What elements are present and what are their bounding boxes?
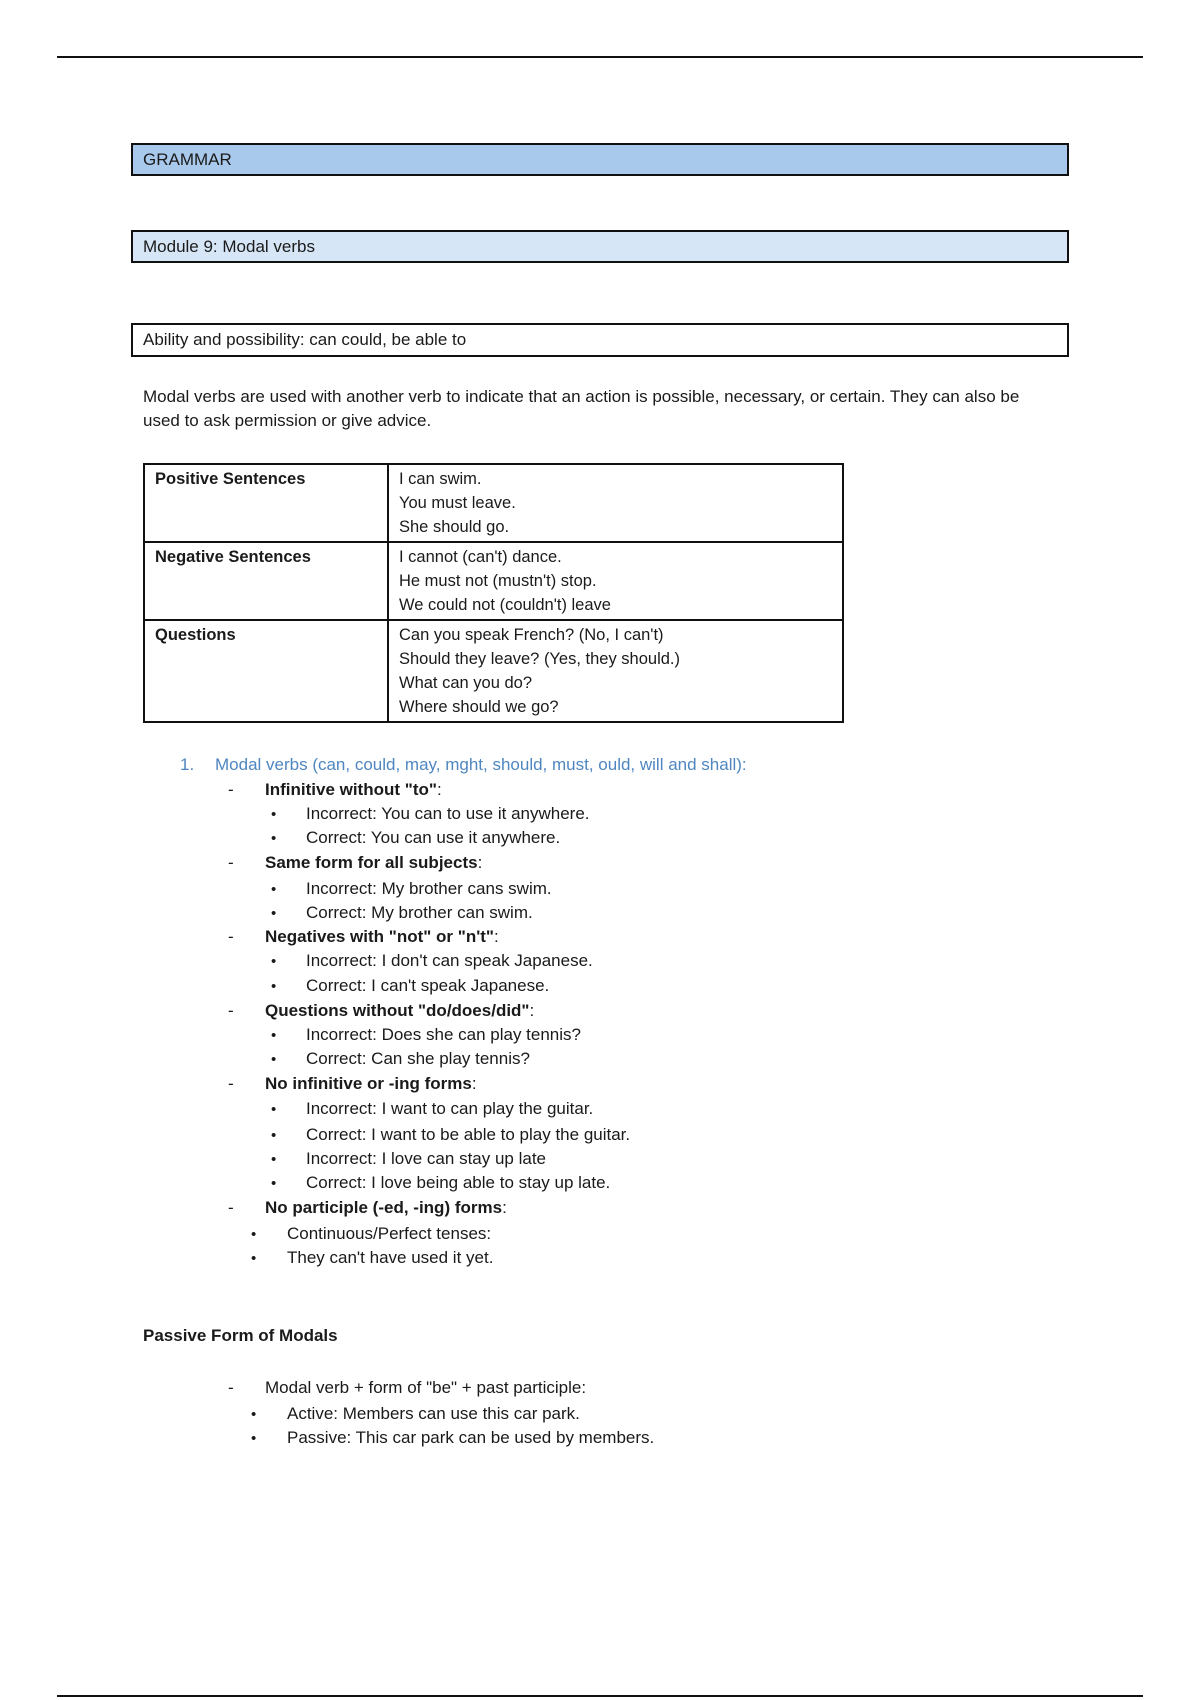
bullet-marker: •	[271, 1027, 277, 1044]
bullet-text: Active: Members can use this car park.	[287, 1404, 580, 1423]
bullet-marker: •	[251, 1250, 257, 1267]
example-bullet	[251, 1224, 491, 1244]
modal-verbs-heading-text: Modal verbs (can, could, may, mght, should, must, ould, will and shall):	[215, 755, 747, 774]
example-line: We could not (couldn't) leave	[399, 596, 611, 614]
example-line: I cannot (can't) dance.	[399, 548, 562, 566]
example-bullet	[271, 903, 533, 923]
bullet-marker: •	[271, 1151, 277, 1168]
dash-marker: -	[228, 780, 234, 799]
row-examples	[388, 620, 843, 722]
bullet-marker: •	[271, 830, 277, 847]
bullet-text: They can't have used it yet.	[287, 1248, 494, 1267]
bullet-text: Correct: Can she play tennis?	[306, 1049, 530, 1068]
ability-header-text: Ability and possibility: can could, be able to	[143, 330, 467, 349]
dash-marker: -	[228, 853, 234, 872]
bullet-marker: •	[271, 1175, 277, 1192]
rule-item	[228, 780, 442, 800]
ability-header-box	[131, 323, 1069, 357]
rule-suffix: :	[436, 780, 442, 799]
example-bullet	[271, 1049, 530, 1069]
module-header-box	[131, 230, 1069, 263]
bullet-text: Continuous/Perfect tenses:	[287, 1224, 492, 1243]
intro-paragraph: Modal verbs are used with another verb to indicate that an action is possible, necessary, or certain. They can also be used to ask permission or give advice.	[143, 387, 1020, 430]
rule-title: Questions without "do/does/did"	[265, 1001, 530, 1020]
rule-title: No infinitive or -ing forms	[265, 1074, 472, 1093]
bullet-text: Incorrect: You can to use it anywhere.	[306, 804, 590, 823]
rule-item	[228, 853, 482, 873]
bullet-marker: •	[271, 1051, 277, 1068]
row-label: Positive Sentences	[144, 464, 388, 542]
top-rule	[57, 56, 1143, 58]
bullet-text: Correct: I want to be able to play the guitar.	[306, 1125, 631, 1144]
dash-marker: -	[228, 1378, 234, 1397]
rule-item	[228, 1001, 534, 1021]
bullet-text: Passive: This car park can be used by members.	[287, 1428, 655, 1447]
bullet-text: Correct: I love being able to stay up late.	[306, 1173, 611, 1192]
example-line: Should they leave? (Yes, they should.)	[399, 650, 680, 668]
example-bullet	[271, 1125, 630, 1145]
bottom-rule	[57, 1695, 1143, 1697]
bullet-marker: •	[251, 1406, 257, 1423]
bullet-marker: •	[251, 1430, 257, 1447]
example-bullet	[271, 1099, 593, 1119]
dash-marker: -	[228, 1001, 234, 1020]
bullet-text: Incorrect: Does she can play tennis?	[306, 1025, 581, 1044]
dash-marker: -	[228, 1074, 234, 1093]
grammar-header-box	[131, 143, 1069, 176]
example-line: I can swim.	[399, 470, 482, 488]
rule-suffix: :	[502, 1198, 507, 1217]
bullet-text: Incorrect: I love can stay up late	[306, 1149, 547, 1168]
bullet-marker: •	[271, 1127, 277, 1144]
example-bullet	[271, 828, 560, 848]
rule-suffix: :	[477, 853, 483, 872]
example-bullet	[251, 1404, 580, 1424]
bullet-marker: •	[251, 1226, 257, 1243]
row-label: Questions	[144, 620, 388, 722]
modal-verbs-heading	[180, 755, 747, 775]
rule-title: Infinitive without "to"	[265, 780, 437, 799]
row-label: Negative Sentences	[144, 542, 388, 620]
example-bullet	[271, 1025, 581, 1045]
example-bullet	[251, 1248, 493, 1268]
rule-item	[228, 927, 499, 947]
passive-section-title: Passive Form of Modals	[143, 1326, 338, 1345]
example-line: Where should we go?	[399, 698, 559, 716]
bullet-text: Correct: My brother can swim.	[306, 903, 533, 922]
example-line: He must not (mustn't) stop.	[399, 572, 597, 590]
bullet-text: Incorrect: I don't can speak Japanese.	[306, 951, 593, 970]
rule-item	[228, 1074, 477, 1094]
example-bullet	[271, 1173, 610, 1193]
rule-suffix: :	[529, 1001, 535, 1020]
example-bullet	[271, 1149, 546, 1169]
bullet-marker: •	[271, 881, 277, 898]
example-bullet	[271, 804, 590, 824]
rule-suffix: :	[471, 1074, 477, 1093]
dash-marker: -	[228, 927, 234, 946]
bullet-marker: •	[271, 978, 277, 995]
bullet-marker: •	[271, 953, 277, 970]
bullet-text: Correct: You can use it anywhere.	[306, 828, 561, 847]
passive-rule-text: Modal verb + form of "be" + past participle:	[265, 1378, 587, 1397]
module-header-text: Module 9: Modal verbs	[143, 236, 315, 256]
list-number: 1.	[180, 755, 195, 774]
sentence-forms-table	[143, 463, 844, 723]
example-line: What can you do?	[399, 674, 532, 692]
rule-title: No participle (-ed, -ing) forms	[265, 1198, 503, 1217]
example-bullet	[271, 976, 549, 996]
example-line: You must leave.	[399, 494, 516, 512]
bullet-text: Incorrect: I want to can play the guitar.	[306, 1099, 594, 1118]
example-line: She should go.	[399, 518, 510, 536]
bullet-text: Incorrect: My brother cans swim.	[306, 879, 552, 898]
example-bullet	[271, 879, 552, 899]
bullet-marker: •	[271, 806, 277, 823]
example-bullet	[251, 1428, 654, 1448]
table-row	[144, 620, 843, 722]
rule-title: Negatives with "not" or "n't"	[265, 927, 494, 946]
grammar-header-text: GRAMMAR	[143, 149, 232, 169]
bullet-text: Correct: I can't speak Japanese.	[306, 976, 550, 995]
bullet-marker: •	[271, 905, 277, 922]
passive-rule	[228, 1378, 586, 1398]
example-line: Can you speak French? (No, I can't)	[399, 626, 664, 644]
dash-marker: -	[228, 1198, 234, 1217]
table-row	[144, 542, 843, 620]
rule-item	[228, 1198, 507, 1218]
bullet-marker: •	[271, 1101, 277, 1118]
table-row	[144, 464, 843, 542]
example-bullet	[271, 951, 593, 971]
rule-title: Same form for all subjects	[265, 853, 478, 872]
row-examples	[388, 464, 843, 542]
rule-suffix: :	[493, 927, 499, 946]
row-examples	[388, 542, 843, 620]
